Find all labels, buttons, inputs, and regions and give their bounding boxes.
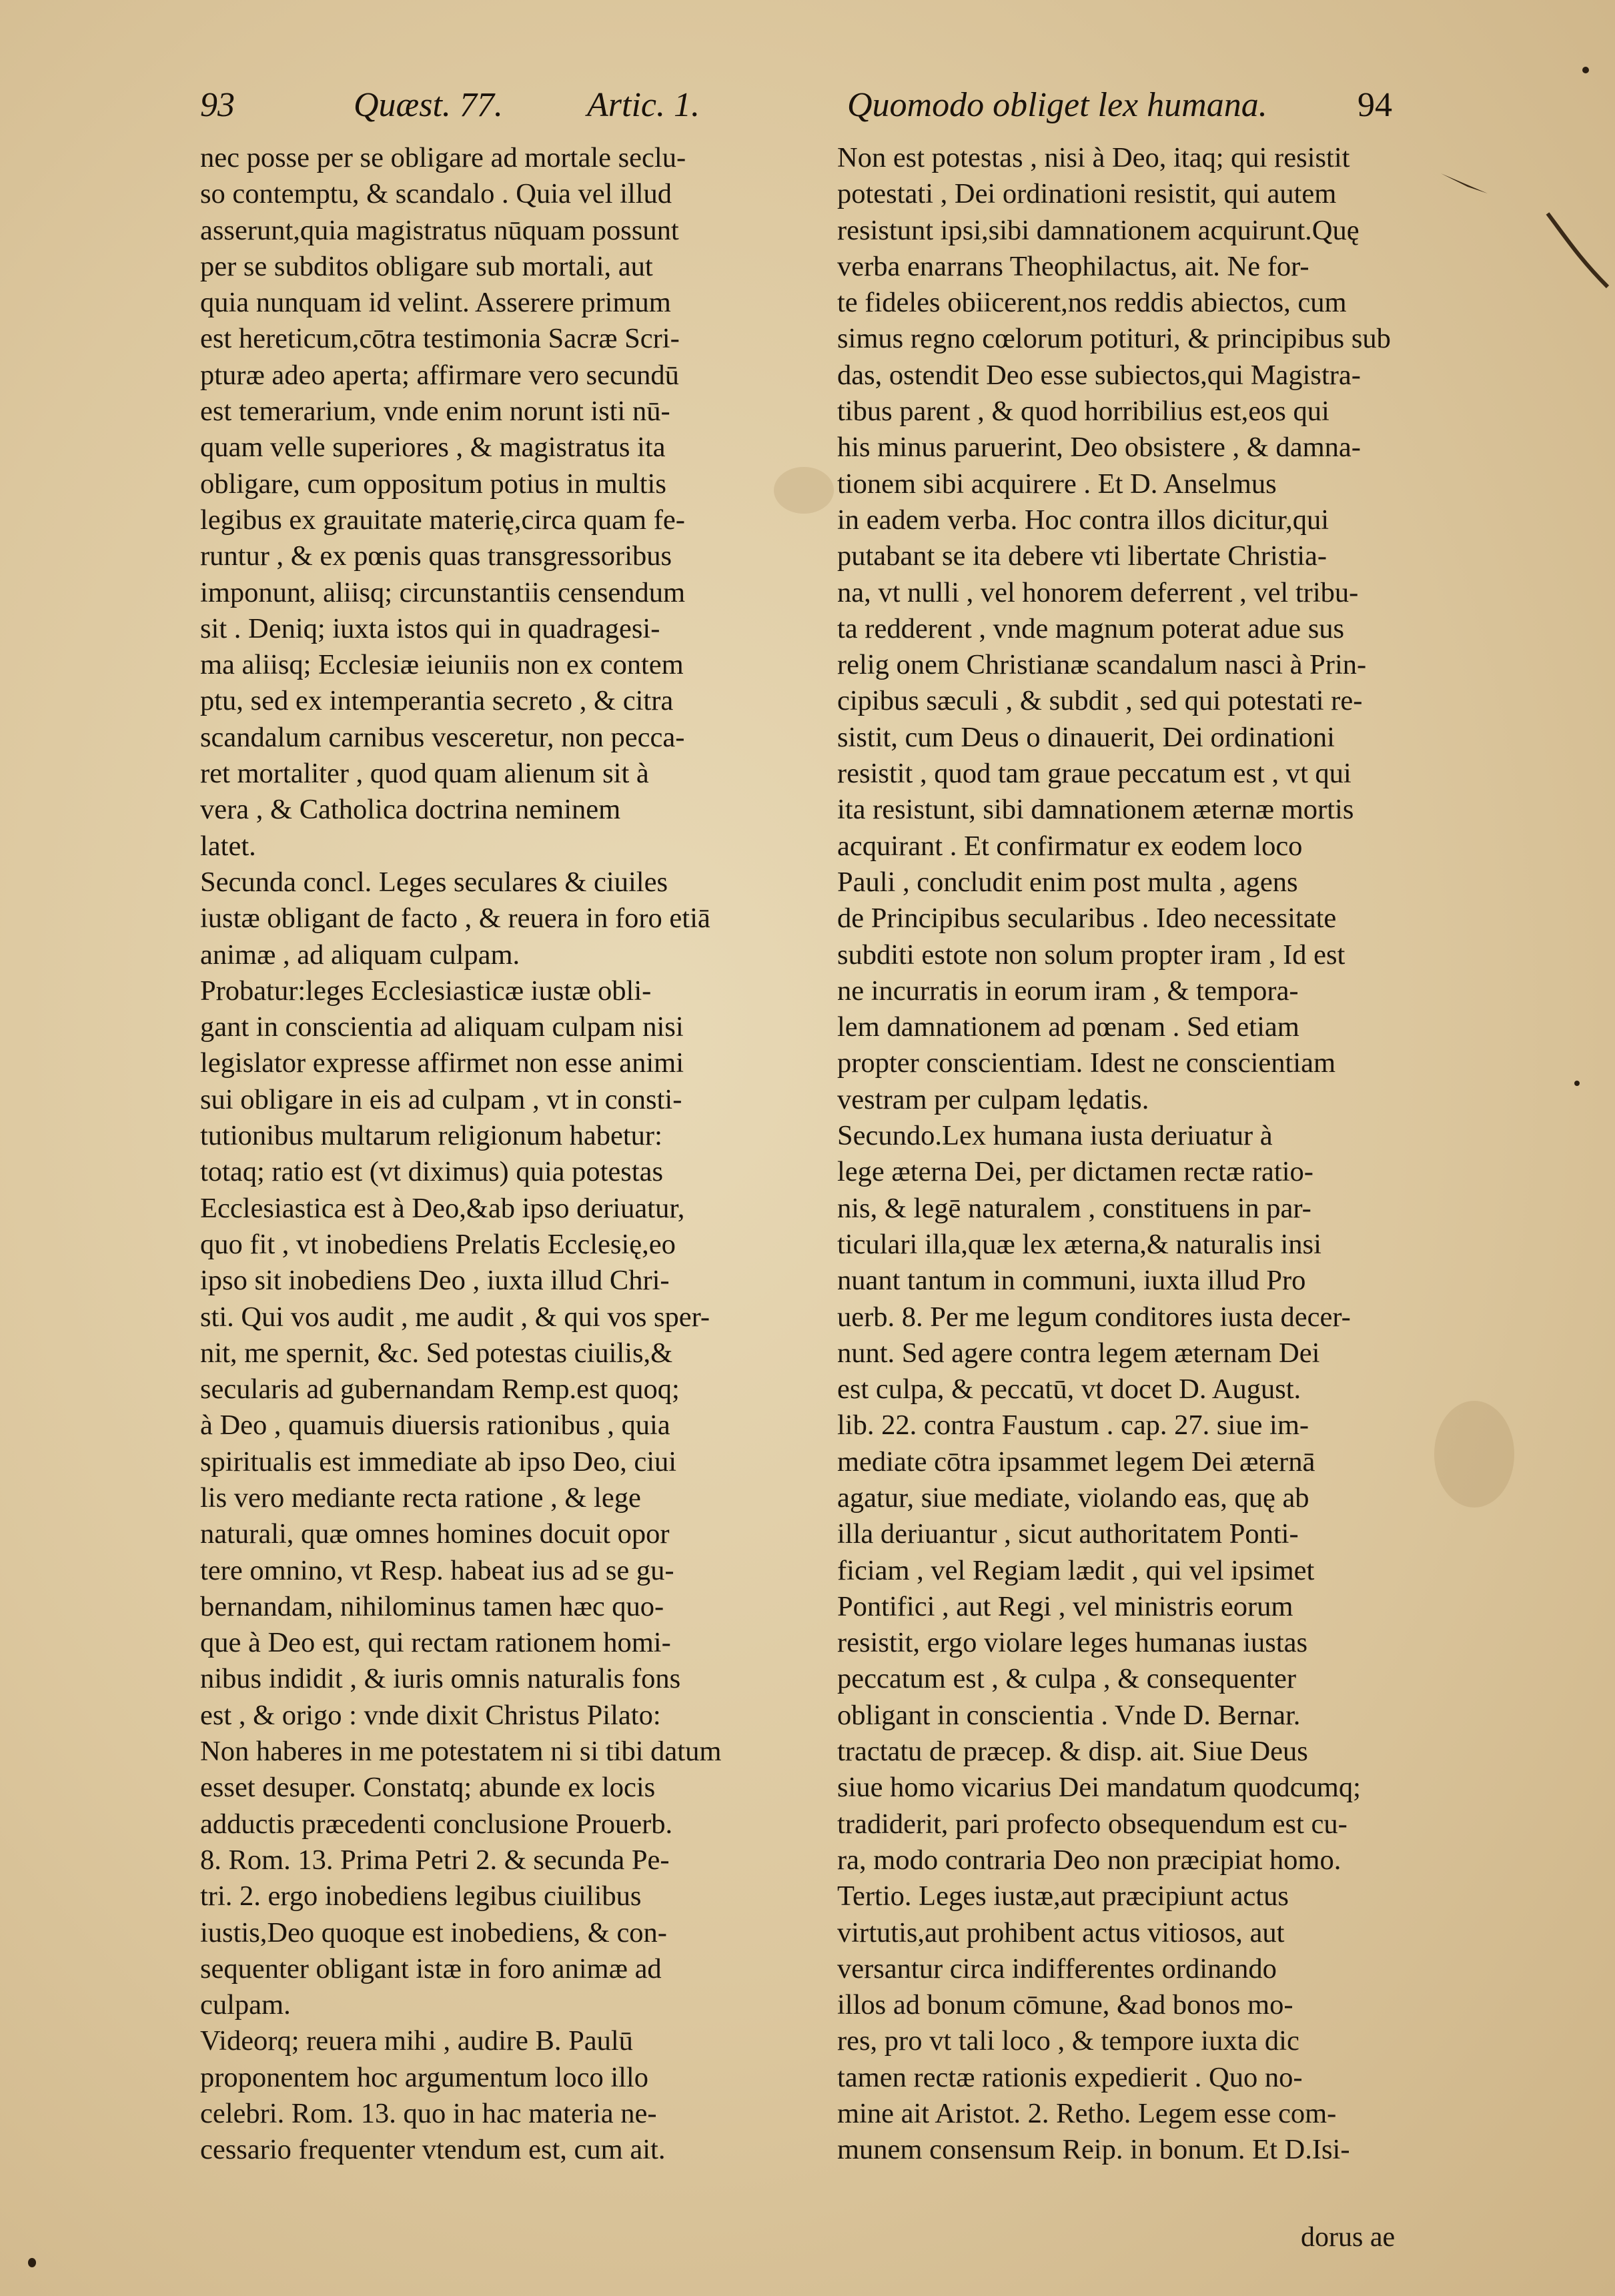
page-number-right: 94 [1358,86,1392,124]
text-line: te fideles obiicerent,nos reddis abiectos, cum [837,287,1347,319]
text-line: res, pro vt tali loco , & tempore iuxta dic [837,2025,1299,2057]
text-line: nunt. Sed agere contra legem æternam Dei [837,1337,1320,1369]
running-head [200,85,1408,132]
text-line: ma aliisq; Ecclesiæ ieiuniis non ex contem [200,649,684,681]
text-line: vera , & Catholica doctrina neminem [200,794,621,826]
text-line: celebri. Rom. 13. quo in hac materia ne- [200,2098,657,2130]
text-line: ret mortaliter , quod quam alienum sit à [200,758,649,790]
page-number-left: 93 [200,86,235,124]
text-line: 8. Rom. 13. Prima Petri 2. & secunda Pe- [200,1844,670,1876]
text-line: putabant se ita debere vti libertate Christia- [837,540,1327,572]
text-line: Non est potestas , nisi à Deo, itaq; qui resistit [837,142,1350,173]
text-line: est hereticum,cōtra testimonia Sacræ Scri- [200,323,680,355]
text-line: per se subditos obligare sub mortali, aut [200,250,653,282]
text-line: propter conscientiam. Idest ne conscientiam [837,1047,1336,1079]
text-line: de Principibus secularibus . Ideo necessitate [837,903,1337,935]
text-line: tere omnino, vt Resp. habeat ius ad se gu- [200,1554,674,1586]
text-line: virtutis,aut prohibent actus vitiosos, aut [837,1916,1285,1948]
text-line: legislator expresse affirmet non esse animi [200,1047,684,1079]
text-line: animæ , ad aliquam culpam. [200,939,520,971]
text-line: cessario frequenter vtendum est, cum ait. [200,2134,666,2166]
text-line: ra, modo contraria Deo non præcipiat homo. [837,1844,1341,1876]
text-line: latet. [200,830,256,862]
text-line: tractatu de præcep. & disp. ait. Siue Deus [837,1736,1308,1768]
text-line: legibus ex grauitate materię,circa quam fe- [200,504,685,536]
text-line: ticulari illa,quæ lex æterna,& naturalis insi [837,1228,1321,1260]
text-line: verba enarrans Theophilactus, ait. Ne for- [837,250,1309,282]
text-line: secularis ad gubernandam Remp.est quoq; [200,1373,680,1405]
text-line: resistit, ergo violare leges humanas iustas [837,1627,1308,1659]
text-line: sti. Qui vos audit , me audit , & qui vos sper- [200,1301,710,1333]
question-label: Quæst. 77. [354,86,503,124]
text-line: sequenter obligant istæ in foro animæ ad [200,1952,662,1984]
text-line: ita resistunt, sibi damnationem æternæ mortis [837,794,1354,826]
text-line: à Deo , quamuis diuersis rationibus , quia [200,1409,670,1442]
text-line: iustæ obligant de facto , & reuera in foro etiā [200,903,710,935]
text-line: lege æterna Dei, per dictamen rectæ ratio- [837,1156,1313,1188]
text-line: sui obligare in eis ad culpam , vt in consti- [200,1083,682,1115]
text-line: munem consensum Reip. in bonum. Et D.Isi- [837,2134,1350,2166]
text-line: tri. 2. ergo inobediens legibus ciuilibus [200,1880,642,1912]
text-line: quam velle superiores , & magistratus ita [200,432,666,464]
text-line: tibus parent , & quod horribilius est,eos qui [837,396,1329,428]
text-line: na, vt nulli , vel honorem deferrent , vel tribu- [837,576,1359,608]
text-line: spiritualis est immediate ab ipso Deo, ciui [200,1446,677,1478]
text-line: illa deriuantur , sicut authoritatem Ponti- [837,1518,1299,1550]
ink-spot [1574,1081,1580,1086]
text-line: est culpa, & peccatū, vt docet D. August. [837,1373,1301,1405]
text-line: culpam. [200,1989,291,2021]
text-line: mine ait Aristot. 2. Retho. Legem esse com- [837,2098,1337,2130]
text-line: est , & origo : vnde dixit Christus Pilato: [200,1699,661,1731]
text-line: Probatur:leges Ecclesiasticæ iustæ obli- [200,975,652,1007]
text-line: pturæ adeo aperta; affirmare vero secundū [200,359,679,391]
text-line: ta redderent , vnde magnum poterat adue sus [837,612,1345,644]
text-line: ne incurratis in eorum iram , & tempora- [837,975,1299,1007]
article-label: Artic. 1. [587,86,700,124]
text-line: gant in conscientia ad aliquam culpam nisi [200,1011,684,1043]
text-line: imponunt, aliisq; circunstantiis censendum [200,576,686,608]
text-line: lis vero mediante recta ratione , & lege [200,1482,641,1514]
text-line: Pauli , concludit enim post multa , agens [837,866,1298,898]
text-line: Secunda concl. Leges seculares & ciuiles [200,866,668,898]
ink-spot [28,2258,36,2267]
text-line: totaq; ratio est (vt diximus) quia potestas [200,1156,664,1188]
text-line: agatur, siue mediate, violando eas, quę ab [837,1482,1309,1514]
text-line: adductis præcedenti conclusione Prouerb. [200,1808,673,1840]
text-line: ipso sit inobediens Deo , iuxta illud Chri- [200,1265,670,1297]
text-line: tamen rectæ rationis expedierit . Quo no- [837,2061,1303,2093]
text-line: acquirant . Et confirmatur ex eodem loco [837,830,1303,862]
text-line: tionem sibi acquirere . Et D. Anselmus [837,468,1277,500]
text-line: vestram per culpam lędatis. [837,1083,1149,1115]
text-line: illos ad bonum cōmune, &ad bonos mo- [837,1989,1293,2021]
text-line: das, ostendit Deo esse subiectos,qui Magistra- [837,359,1361,391]
text-line: ficiam , vel Regiam lædit , qui vel ipsimet [837,1554,1315,1586]
text-line: relig onem Christianæ scandalum nasci à Prin- [837,649,1367,681]
text-line: peccatum est , & culpa , & consequenter [837,1663,1297,1695]
text-line: his minus paruerint, Deo obsistere , & damna- [837,432,1361,464]
text-line: mediate cōtra ipsammet legem Dei æternā [837,1446,1315,1478]
text-line: uerb. 8. Per me legum conditores iusta decer- [837,1301,1351,1333]
text-line: Pontifici , aut Regi , vel ministris eorum [837,1590,1293,1622]
text-line: resistit , quod tam graue peccatum est , vt qui [837,758,1352,790]
text-line: Secundo.Lex humana iusta deriuatur à [837,1120,1273,1152]
text-line: nibus indidit , & iuris omnis naturalis fons [200,1663,681,1695]
foxing-stain [774,467,834,514]
text-line: quia nunquam id velint. Asserere primum [200,287,671,319]
text-line: sistit, cum Deus o dinauerit, Dei ordinationi [837,721,1335,753]
text-line: Non haberes in me potestatem ni si tibi datum [200,1736,722,1768]
text-line: scandalum carnibus vesceretur, non pecca- [200,721,685,753]
text-line: Tertio. Leges iustæ,aut præcipiunt actus [837,1880,1289,1912]
text-line: cipibus sæculi , & subdit , sed qui potestati re- [837,685,1363,717]
text-line: Videorq; reuera mihi , audire B. Paulū [200,2025,633,2057]
text-line: tradiderit, pari profecto obsequendum est cu- [837,1808,1348,1840]
text-line: Ecclesiastica est à Deo,&ab ipso deriuatur, [200,1192,685,1224]
text-line: esset desuper. Constatq; abunde ex locis [200,1772,656,1804]
text-line: lib. 22. contra Faustum . cap. 27. siue im- [837,1409,1309,1442]
text-line: nuant tantum in communi, iuxta illud Pro [837,1265,1306,1297]
text-line: que à Deo est, qui rectam rationem homi- [200,1627,671,1659]
text-line: est temerarium, vnde enim norunt isti nū- [200,396,670,428]
text-line: subditi estote non solum propter iram , Id est [837,939,1345,971]
text-line: ptu, sed ex intemperantia secreto , & citra [200,685,674,717]
right-text-column [837,140,1394,2169]
text-line: nis, & legē naturalem , constituens in par- [837,1192,1311,1224]
text-line: siue homo vicarius Dei mandatum quodcumq; [837,1772,1361,1804]
text-line: nit, me spernit, &c. Sed potestas ciuilis,& [200,1337,673,1369]
text-line: tutionibus multarum religionum habetur: [200,1120,662,1152]
text-line: obligare, cum oppositum potius in multis [200,468,666,500]
page-title: Quomodo obliget lex humana. [847,86,1267,124]
text-line: lem damnationem ad pœnam . Sed etiam [837,1011,1299,1043]
text-line: quo fit , vt inobediens Prelatis Ecclesię,eo [200,1228,676,1260]
text-line: runtur , & ex pœnis quas transgressoribus [200,540,672,572]
text-line: nec posse per se obligare ad mortale seclu- [200,142,686,173]
text-line: proponentem hoc argumentum loco illo [200,2061,648,2093]
text-line: so contemptu, & scandalo . Quia vel illud [200,178,672,210]
catchword: dorus ae [1301,2222,1396,2253]
left-text-column [200,140,774,2169]
text-line: bernandam, nihilominus tamen hæc quo- [200,1590,664,1622]
text-line: asserunt,quia magistratus nūquam possunt [200,214,679,246]
foxing-stain [1434,1401,1514,1508]
quill-mark-icon [1414,160,1614,334]
text-line: resistunt ipsi,sibi damnationem acquirunt.Quę [837,214,1360,246]
ink-spot [1582,67,1589,73]
text-line: versantur circa indifferentes ordinando [837,1952,1277,1984]
text-line: sit . Deniq; iuxta istos qui in quadragesi- [200,612,660,644]
text-line: iustis,Deo quoque est inobediens, & con- [200,1916,667,1948]
text-line: potestati , Dei ordinationi resistit, qui autem [837,178,1337,210]
text-line: in eadem verba. Hoc contra illos dicitur,qui [837,504,1329,536]
text-line: naturali, quæ omnes homines docuit opor [200,1518,670,1550]
text-line: simus regno cœlorum potituri, & principibus sub [837,323,1391,355]
text-line: obligant in conscientia . Vnde D. Bernar. [837,1699,1301,1731]
